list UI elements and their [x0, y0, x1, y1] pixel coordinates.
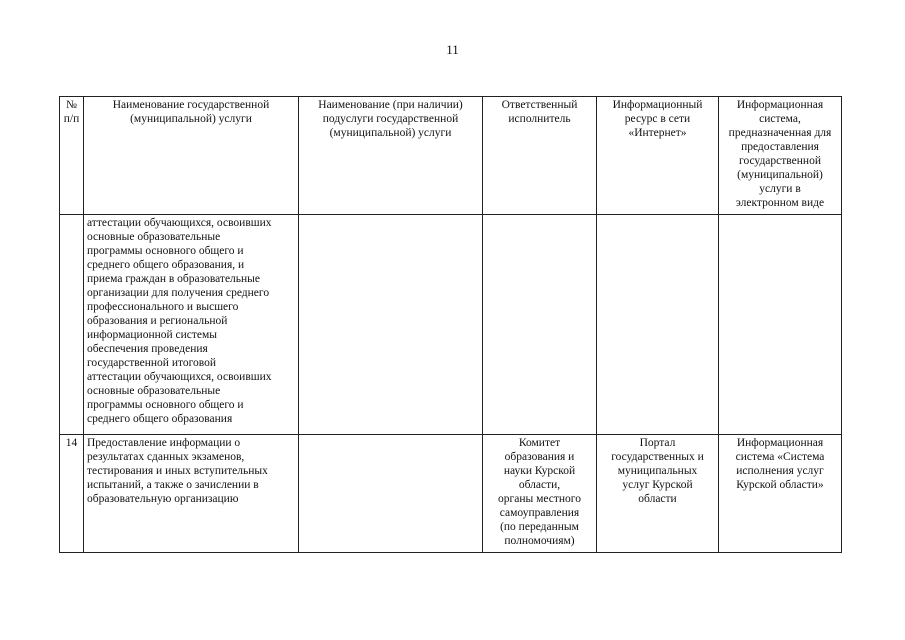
header-executor [483, 97, 597, 215]
cell-line: государственных и [611, 451, 704, 463]
cell-line: тестирования и иных вступительных [87, 465, 268, 477]
page-number: 11 [446, 42, 459, 57]
header-subservice-name [299, 97, 483, 215]
cell-line: «Интернет» [628, 127, 687, 139]
cell-line: 14 [65, 437, 78, 449]
cell-line: (муниципальной) услуги [130, 113, 252, 125]
cell-line: самоуправления [499, 507, 580, 519]
cell-line: основные образовательные [87, 385, 221, 397]
cell-line: система, [759, 113, 801, 125]
cell-line: Ответственный [501, 99, 578, 111]
cell-line: Портал [639, 437, 676, 449]
cell-resource [597, 435, 719, 553]
cell-line: аттестации обучающихся, освоивших [87, 217, 272, 229]
cell-line: Информационный [612, 99, 703, 111]
header-info-system [719, 97, 842, 215]
cell-line: подуслуги государственной [322, 113, 459, 125]
cell-line: основные образовательные [87, 231, 221, 243]
cell-line: услуги в [759, 183, 801, 195]
table-row [60, 435, 842, 553]
cell-line: профессионального и высшего [87, 301, 239, 313]
cell-line: Предоставление информации о [87, 437, 241, 449]
table-row [60, 215, 842, 435]
cell-executor [483, 215, 597, 435]
cell-line: система «Система [735, 451, 825, 463]
cell-line: полномочиям) [504, 535, 575, 547]
cell-line: организации для получения среднего [87, 287, 270, 299]
cell-line: государственной [739, 155, 821, 167]
cell-num [60, 435, 84, 553]
cell-line: программы основного общего и [87, 245, 244, 257]
cell-resource [597, 215, 719, 435]
cell-line: услуг Курской [622, 479, 693, 491]
cell-line: аттестации обучающихся, освоивших [87, 371, 272, 383]
header-service-name [84, 97, 299, 215]
cell-line: Информационная [736, 437, 824, 449]
cell-line: приема граждан в образовательные [87, 273, 261, 285]
cell-line: ресурс в сети [624, 113, 691, 125]
cell-line: Наименование (при наличии) [318, 99, 463, 111]
cell-line: государственной итоговой [87, 357, 217, 369]
cell-line: предоставления [741, 141, 819, 153]
cell-system [719, 435, 842, 553]
table-header-row [60, 97, 842, 215]
cell-num [60, 215, 84, 435]
cell-line: (муниципальной) услуги [329, 127, 452, 139]
cell-line: области [638, 493, 677, 505]
cell-line: области, [518, 479, 561, 491]
cell-line: исполнения услуг [736, 465, 824, 477]
cell-line: программы основного общего и [87, 399, 244, 411]
cell-line: муниципальных [617, 465, 698, 477]
cell-line: Комитет [518, 437, 561, 449]
header-num [60, 97, 84, 215]
cell-line: № [66, 99, 77, 111]
cell-subservice [299, 215, 483, 435]
cell-line: Наименование государственной [112, 99, 270, 111]
cell-line: образования и [504, 451, 575, 463]
cell-line: (муниципальной) [737, 169, 823, 181]
cell-line: органы местного [498, 493, 581, 505]
cell-service [84, 215, 299, 435]
cell-line: Информационная [736, 99, 824, 111]
cell-line: информационной системы [87, 329, 218, 341]
cell-line: обеспечения проведения [87, 343, 208, 355]
services-table [59, 96, 842, 553]
cell-line: образования и региональной [87, 315, 228, 327]
cell-line: среднего общего образования, и [87, 259, 245, 271]
cell-system [719, 215, 842, 435]
cell-line: результатах сданных экзаменов, [87, 451, 245, 463]
cell-subservice [299, 435, 483, 553]
cell-line: (по переданным [500, 521, 579, 533]
cell-line: науки Курской [503, 465, 576, 477]
cell-line: исполнитель [508, 113, 571, 125]
cell-line: среднего общего образования [87, 413, 233, 425]
cell-line: электронном виде [735, 197, 825, 209]
cell-line: предназначенная для [728, 127, 832, 139]
cell-line: образовательную организацию [87, 493, 239, 505]
cell-line: Курской области» [736, 479, 824, 491]
cell-line: п/п [63, 113, 80, 125]
cell-line: испытаний, а также о зачислении в [87, 479, 259, 491]
cell-executor [483, 435, 597, 553]
header-internet-resource [597, 97, 719, 215]
cell-service [84, 435, 299, 553]
